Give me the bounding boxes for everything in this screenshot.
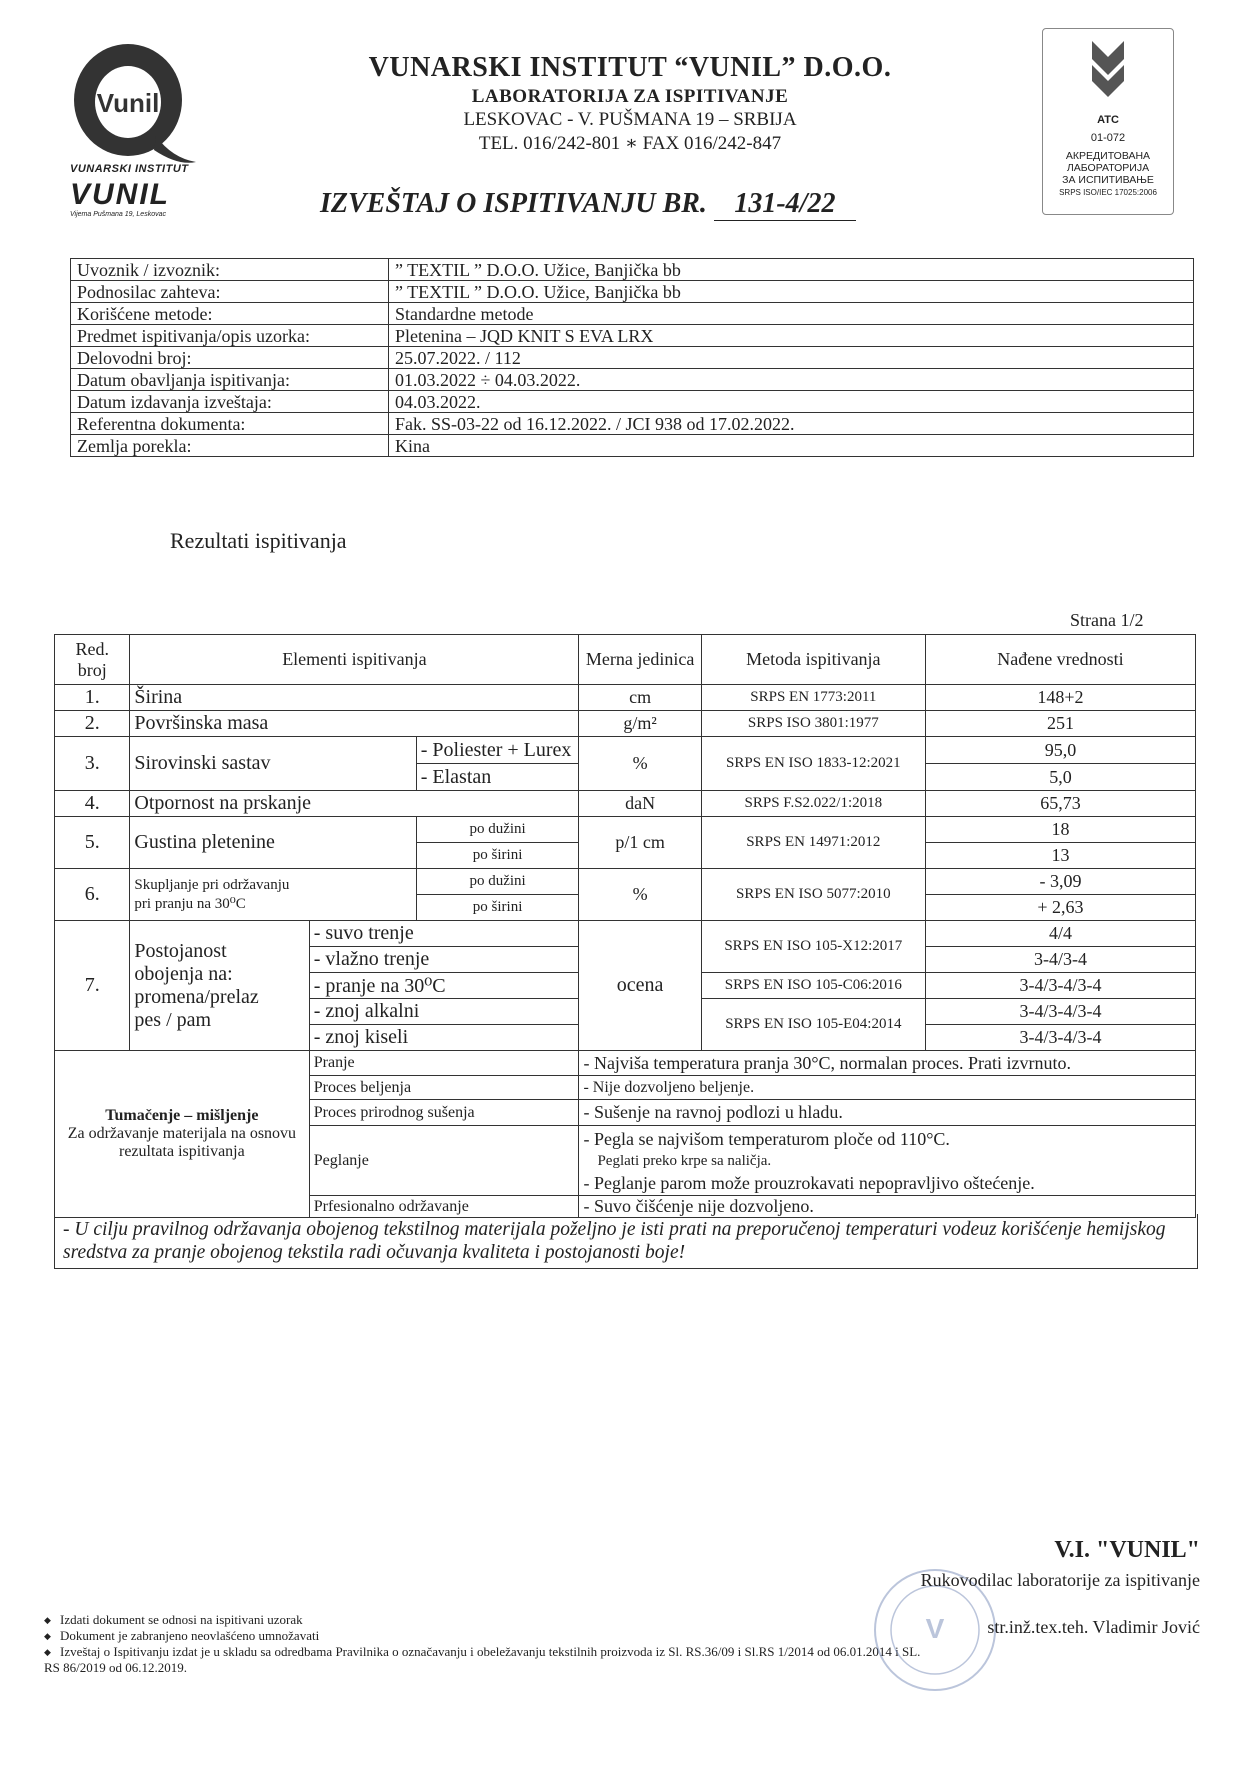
atc-number: 01-072 (1090, 132, 1126, 144)
info-value: ” TEXTIL ” D.O.O. Užice, Banjička bb (389, 259, 1194, 281)
footer-notes (44, 1612, 920, 1675)
care-text: - Peglanje parom može prouzrokavati nepopravljivo oštećenje. (583, 1172, 1035, 1193)
test-sub: - suvo trenje (309, 921, 579, 947)
signature-role: Rukovodilac laboratorije za ispitivanje (920, 1570, 1200, 1590)
info-label: Zemlja porekla: (71, 435, 389, 457)
unit: g/m² (579, 711, 701, 737)
atc-text1: АКРЕДИТОВАНА (1065, 150, 1151, 162)
method: SRPS EN 14971:2012 (701, 817, 925, 869)
bullet-icon: ◆ (44, 1631, 51, 1641)
results-table (54, 634, 1196, 1218)
value: 3-4/3-4 (925, 947, 1195, 973)
care-text: - Sušenje na ravnoj podlozi u hladu. (579, 1100, 1196, 1126)
test-name (130, 921, 309, 1051)
atc-mark-icon (1078, 37, 1138, 101)
value: 3-4/3-4/3-4 (925, 999, 1195, 1025)
atc-text3: ЗА ИСПИТИВАЊЕ (1062, 174, 1154, 186)
logo-line2: VUNIL (70, 178, 170, 211)
info-value: Pletenina – JQD KNIT S EVA LRX (389, 325, 1194, 347)
bullet-icon: ◆ (44, 1615, 51, 1625)
unit: % (579, 869, 701, 921)
test-sub: - znoj kiseli (309, 1025, 579, 1051)
info-value: 01.03.2022 ÷ 04.03.2022. (389, 369, 1194, 391)
signature-block (880, 1537, 1200, 1638)
care-label: Proces beljenja (309, 1076, 579, 1100)
row-no: 6. (55, 869, 130, 921)
signature-name: str.inž.tex.teh. Vladimir Jović (987, 1617, 1200, 1637)
row-no: 5. (55, 817, 130, 869)
test-sub: - vlažno trenje (309, 947, 579, 973)
test-name-line: promena/prelaz (134, 985, 259, 1008)
care-label: Prfesionalno održavanje (309, 1196, 579, 1218)
value: 13 (925, 843, 1195, 869)
row-no: 3. (55, 737, 130, 791)
value: 3-4/3-4/3-4 (925, 1025, 1195, 1051)
info-row (71, 303, 1194, 325)
row-no: 7. (55, 921, 130, 1051)
info-row (71, 325, 1194, 347)
info-label: Korišćene metode: (71, 303, 389, 325)
col-header-method: Metoda ispitivanja (701, 635, 925, 685)
test-name-line: pes / pam (134, 1008, 212, 1031)
atc-standard: SRPS ISO/IEC 17025:2006 (1059, 188, 1157, 197)
interpretation-title: Tumačenje – mišljenje (105, 1107, 259, 1124)
row-no: 2. (55, 711, 130, 737)
test-name: Površinska masa (130, 711, 579, 737)
method: SRPS EN ISO 105-E04:2014 (701, 999, 925, 1051)
info-label: Uvoznik / izvoznik: (71, 259, 389, 281)
info-value: Fak. SS-03-22 od 16.12.2022. / JCI 938 od 17.02.2022. (389, 413, 1194, 435)
test-sub: po širini (416, 895, 579, 921)
info-value: ” TEXTIL ” D.O.O. Užice, Banjička bb (389, 281, 1194, 303)
info-row (71, 347, 1194, 369)
value: 5,0 (925, 764, 1195, 791)
info-row (71, 435, 1194, 457)
method: SRPS EN ISO 5077:2010 (701, 869, 925, 921)
lab-name: LABORATORIJA ZA ISPITIVANJE (471, 86, 789, 107)
report-title (320, 188, 856, 221)
institute-name: VUNARSKI INSTITUT “VUNIL” D.O.O. (368, 52, 892, 83)
info-label: Podnosilac zahteva: (71, 281, 389, 303)
test-name: Širina (130, 685, 579, 711)
care-text-cell (579, 1126, 1196, 1196)
method: SRPS EN 1773:2011 (701, 685, 925, 711)
section-title: Rezultati ispitivanja (170, 528, 347, 553)
method: SRPS ISO 3801:1977 (701, 711, 925, 737)
col-header-no: Red. broj (55, 635, 130, 685)
unit: cm (579, 685, 701, 711)
signature-org: V.I. "VUNIL" (1054, 1537, 1200, 1563)
atc-code: ATC (1097, 114, 1119, 126)
footer-note: RS 86/2019 od 06.12.2019. (44, 1660, 188, 1675)
method: SRPS EN ISO 1833-12:2021 (701, 737, 925, 791)
test-name: Otpornost na prskanje (130, 791, 579, 817)
value: 18 (925, 817, 1195, 843)
care-text: Peglati preko krpe sa naličja. (597, 1152, 772, 1169)
logo-line1: VUNARSKI INSTITUT (70, 163, 189, 175)
unit: % (579, 737, 701, 791)
vunil-logo (68, 40, 198, 170)
value: - 3,09 (925, 869, 1195, 895)
test-sub: po dužini (416, 817, 579, 843)
method: SRPS EN ISO 105-X12:2017 (701, 921, 925, 973)
test-name: Sirovinski sastav (130, 737, 416, 791)
care-text: - Najviša temperatura pranja 30°C, normalan proces. Prati izvrnuto. (579, 1051, 1196, 1076)
info-row (71, 413, 1194, 435)
info-row (71, 391, 1194, 413)
col-header-values: Nađene vrednosti (925, 635, 1195, 685)
care-text: - Nije dozvoljeno beljenje. (579, 1076, 1196, 1100)
footer-note: Izdati dokument se odnosi na ispitivani uzorak (60, 1612, 303, 1627)
value: 4/4 (925, 921, 1195, 947)
test-sub: po širini (416, 843, 579, 869)
info-row (71, 369, 1194, 391)
test-name: Gustina pletenine (130, 817, 416, 869)
row-no: 1. (55, 685, 130, 711)
info-label: Datum izdavanja izveštaja: (71, 391, 389, 413)
info-value: 04.03.2022. (389, 391, 1194, 413)
atc-text2: ЛАБОРАТОРИЈА (1066, 162, 1150, 174)
row-no: 4. (55, 791, 130, 817)
test-name-line: Skupljanje pri održavanju (134, 876, 290, 893)
test-sub: po dužini (416, 869, 579, 895)
unit: daN (579, 791, 701, 817)
footer-note: Izveštaj o Ispitivanju izdat je u skladu sa odredbama Pravilnika o označavanju i obeležavanju tekstilnih proizvoda iz Sl. RS.36/09 i Sl.RS 1/2014 od 06.01.2014 i SL. (60, 1644, 921, 1659)
phone: TEL. 016/242-801 ∗ FAX 016/242-847 (478, 133, 782, 154)
institute-header (350, 52, 910, 155)
logo-letters: Vunil (96, 88, 160, 118)
info-row (71, 259, 1194, 281)
info-value: Kina (389, 435, 1194, 457)
test-name-line: pri pranju na 30⁰C (134, 895, 246, 912)
value: 148+2 (925, 685, 1195, 711)
test-sub: - Elastan (416, 764, 579, 791)
info-label: Datum obavljanja ispitivanja: (71, 369, 389, 391)
info-label: Predmet ispitivanja/opis uzorka: (71, 325, 389, 347)
address: LESKOVAC - V. PUŠMANA 19 – SRBIJA (463, 109, 797, 130)
care-note: - U cilju pravilnog održavanja obojenog tekstilnog materijala poželjno je isti prati na preporučenoj temperaturi vodeuz korišćenje hemijskog sredstva za pranje obojenog tekstila radi očuvanja kvaliteta i postojanosti boje! (54, 1214, 1198, 1269)
info-value: Standardne metode (389, 303, 1194, 325)
test-name-line: obojenja na: (134, 962, 233, 985)
value: 95,0 (925, 737, 1195, 764)
unit: p/1 cm (579, 817, 701, 869)
report-title-text: IZVEŠTAJ O ISPITIVANJU BR. (320, 188, 707, 219)
care-label: Pranje (309, 1051, 579, 1076)
test-sub: - pranje na 30⁰C (309, 973, 579, 999)
test-sub: - Poliester + Lurex (416, 737, 579, 764)
info-row (71, 281, 1194, 303)
report-number: 131-4/22 (714, 188, 856, 221)
col-header-unit: Merna jedinica (579, 635, 701, 685)
test-name (130, 869, 416, 921)
test-name-line: Postojanost (134, 939, 227, 962)
interpretation-subtitle: Za održavanje materijala na osnovu rezultata ispitivanja (67, 1125, 297, 1160)
accreditation-badge (1042, 28, 1174, 215)
interpretation-title-cell (55, 1051, 310, 1218)
info-label: Delovodni broj: (71, 347, 389, 369)
care-text: - Suvo čišćenje nije dozvoljeno. (579, 1196, 1196, 1218)
footer-note: Dokument je zabranjeno neovlašćeno umnožavati (60, 1628, 320, 1643)
col-header-element: Elementi ispitivanja (130, 635, 579, 685)
method: SRPS EN ISO 105-C06:2016 (701, 973, 925, 999)
test-sub: - znoj alkalni (309, 999, 579, 1025)
info-label: Referentna dokumenta: (71, 413, 389, 435)
value: 3-4/3-4/3-4 (925, 973, 1195, 999)
info-value: 25.07.2022. / 112 (389, 347, 1194, 369)
logo-line3: Vijema Pušmana 19, Leskovac (70, 211, 166, 218)
value: 251 (925, 711, 1195, 737)
page-number: Strana 1/2 (1070, 610, 1144, 630)
method: SRPS F.S2.022/1:2018 (701, 791, 925, 817)
care-text: - Pegla se najvišom temperaturom ploče od 110°C. (583, 1128, 950, 1149)
value: 65,73 (925, 791, 1195, 817)
svg-text:V: V (925, 1613, 945, 1644)
bullet-icon: ◆ (44, 1647, 51, 1657)
value: + 2,63 (925, 895, 1195, 921)
sample-info-table (70, 258, 1194, 457)
care-label: Proces prirodnog sušenja (309, 1100, 579, 1126)
care-label: Peglanje (309, 1126, 579, 1196)
unit: ocena (579, 921, 701, 1051)
